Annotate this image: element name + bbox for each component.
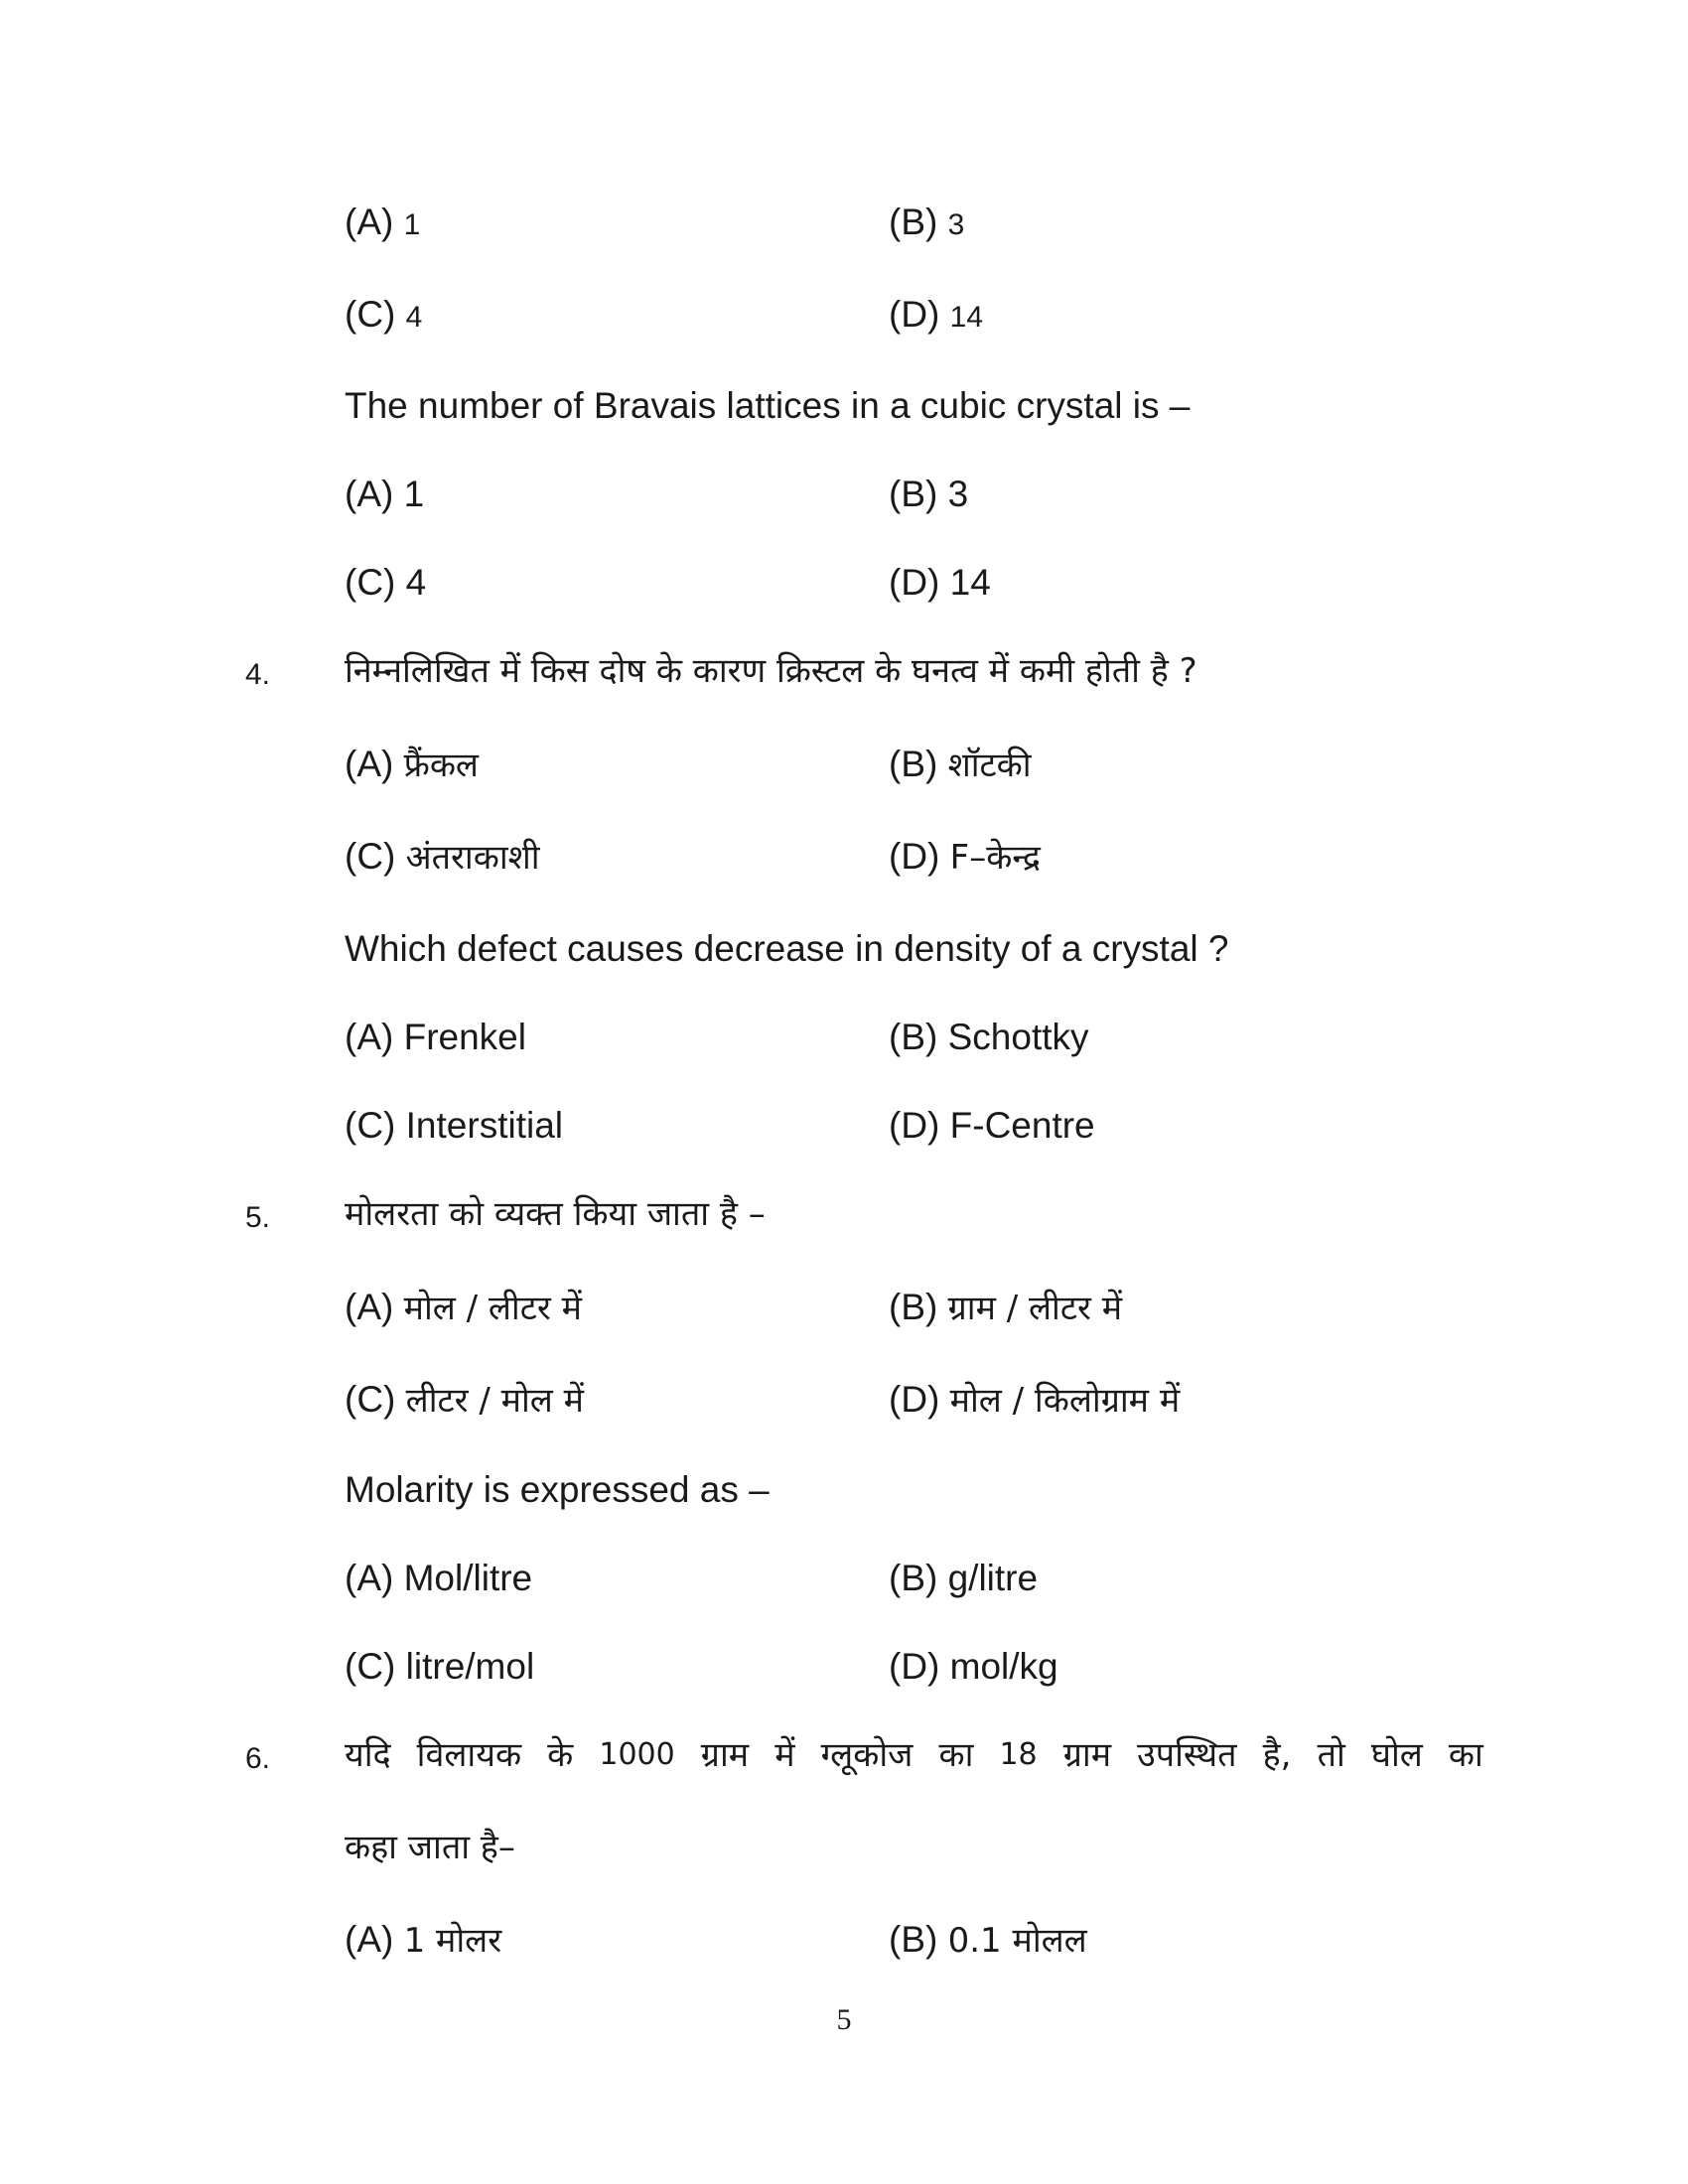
word: का	[1448, 1735, 1483, 1775]
question-number: 5.	[245, 1201, 271, 1234]
option-text: F-Centre	[949, 1105, 1095, 1146]
option-text: अंतराकाशी	[405, 838, 540, 878]
option-letter: (A)	[345, 1919, 394, 1960]
option-text: ग्राम / लीटर में	[947, 1289, 1123, 1328]
q4-hindi-option-c	[345, 833, 540, 882]
option-letter: (A)	[345, 744, 394, 784]
q5-english-option-a	[345, 1555, 532, 1602]
option-text: 14	[949, 562, 991, 603]
q6-hindi-option-b	[889, 1916, 1087, 1965]
option-letter: (D)	[889, 1379, 940, 1420]
option-letter: (D)	[889, 562, 940, 603]
word: ग्लूकोज	[820, 1735, 914, 1775]
option-text: 4	[405, 562, 427, 603]
word: 18	[999, 1737, 1038, 1772]
option-text: 0.1 मोलल	[947, 1921, 1087, 1961]
q4-hindi-question: निम्नलिखित में किस दोष के कारण क्रिस्टल के घनत्व में कमी होती है ?	[345, 651, 1197, 691]
prev-hindi-option-c	[345, 291, 422, 341]
option-text: F–केन्द्र	[949, 838, 1041, 878]
option-letter: (A)	[345, 474, 394, 514]
q5-english-option-d	[889, 1643, 1058, 1691]
word: तो	[1317, 1735, 1345, 1775]
option-text: Schottky	[947, 1017, 1089, 1057]
prev-hindi-option-b	[889, 199, 964, 249]
option-text: Interstitial	[405, 1105, 563, 1146]
word: ग्राम	[700, 1735, 750, 1775]
option-text: Frenkel	[403, 1017, 526, 1057]
q5-english-option-b	[889, 1555, 1038, 1602]
option-letter: (C)	[345, 562, 396, 603]
question-number: 4.	[245, 658, 271, 691]
option-text: फ्रैंकल	[403, 746, 479, 785]
prev-english-option-d	[889, 559, 991, 607]
option-letter: (C)	[345, 1379, 396, 1420]
option-text: 3	[947, 474, 969, 514]
prev-english-question: The number of Bravais lattices in a cubic crystal is –	[345, 385, 1191, 426]
word: का	[938, 1735, 974, 1775]
option-text: मोल / लीटर में	[403, 1289, 582, 1328]
q5-hindi-option-d	[889, 1376, 1180, 1425]
word: यदि	[345, 1735, 391, 1775]
option-text: लीटर / मोल में	[405, 1381, 584, 1421]
option-letter: (B)	[889, 1287, 938, 1327]
option-letter: (C)	[345, 294, 396, 335]
q6-hindi-option-a	[345, 1916, 501, 1965]
word: घोल	[1370, 1735, 1423, 1775]
prev-hindi-option-d	[889, 291, 983, 341]
option-text: शॉटकी	[947, 746, 1032, 785]
q5-hindi-question: मोलरता को व्यक्त किया जाता है –	[345, 1194, 766, 1234]
option-text: 1	[403, 474, 425, 514]
q5-hindi-option-b	[889, 1284, 1122, 1332]
option-letter: (D)	[889, 836, 940, 877]
option-letter: (B)	[889, 744, 938, 784]
q6-hindi-question-line1	[345, 1731, 1483, 1779]
word: विलायक	[416, 1735, 522, 1775]
word: है,	[1262, 1735, 1292, 1775]
q4-english-option-a	[345, 1014, 526, 1061]
q4-hindi-option-d	[889, 833, 1041, 882]
option-letter: (A)	[345, 202, 394, 242]
word: में	[774, 1735, 795, 1775]
word: 1000	[599, 1737, 675, 1772]
q5-hindi-option-a	[345, 1284, 582, 1332]
q4-hindi-option-b	[889, 741, 1032, 789]
q4-english-option-c	[345, 1102, 563, 1150]
q6-hindi-question-line2: कहा जाता है–	[345, 1828, 515, 1867]
option-letter: (A)	[345, 1558, 394, 1598]
option-letter: (B)	[889, 474, 938, 514]
option-letter: (C)	[345, 1646, 396, 1687]
q4-english-question: Which defect causes decrease in density of a crystal ?	[345, 928, 1229, 969]
option-text: 3	[947, 208, 965, 241]
option-text: मोल / किलोग्राम में	[949, 1381, 1181, 1421]
option-text: g/litre	[947, 1558, 1039, 1598]
prev-english-option-c	[345, 559, 426, 607]
prev-hindi-option-a	[345, 199, 420, 249]
q5-english-question: Molarity is expressed as –	[345, 1469, 770, 1510]
q5-hindi-option-c	[345, 1376, 584, 1425]
option-letter: (C)	[345, 1105, 396, 1146]
q4-hindi-option-a	[345, 741, 479, 789]
page-number: 5	[836, 2003, 852, 2036]
option-text: 14	[949, 301, 984, 334]
option-text: litre/mol	[405, 1646, 535, 1687]
option-letter: (B)	[889, 1017, 938, 1057]
question-number: 6.	[245, 1742, 271, 1775]
q4-english-option-b	[889, 1014, 1089, 1061]
q4-english-option-d	[889, 1102, 1095, 1150]
word: ग्राम	[1062, 1735, 1112, 1775]
option-text: mol/kg	[949, 1646, 1058, 1687]
option-letter: (A)	[345, 1287, 394, 1327]
option-letter: (A)	[345, 1017, 394, 1057]
option-letter: (D)	[889, 1105, 940, 1146]
word: उपस्थित	[1137, 1735, 1237, 1775]
option-text: Mol/litre	[403, 1558, 533, 1598]
prev-english-option-a	[345, 471, 424, 518]
option-text: 1 मोलर	[403, 1921, 502, 1961]
q5-english-option-c	[345, 1643, 534, 1691]
option-letter: (C)	[345, 836, 396, 877]
option-letter: (D)	[889, 1646, 940, 1687]
option-letter: (D)	[889, 294, 940, 335]
option-text: 1	[403, 208, 421, 241]
option-letter: (B)	[889, 1919, 938, 1960]
word: के	[547, 1735, 574, 1775]
option-text: 4	[405, 301, 423, 334]
option-letter: (B)	[889, 202, 938, 242]
option-letter: (B)	[889, 1558, 938, 1598]
prev-english-option-b	[889, 471, 968, 518]
